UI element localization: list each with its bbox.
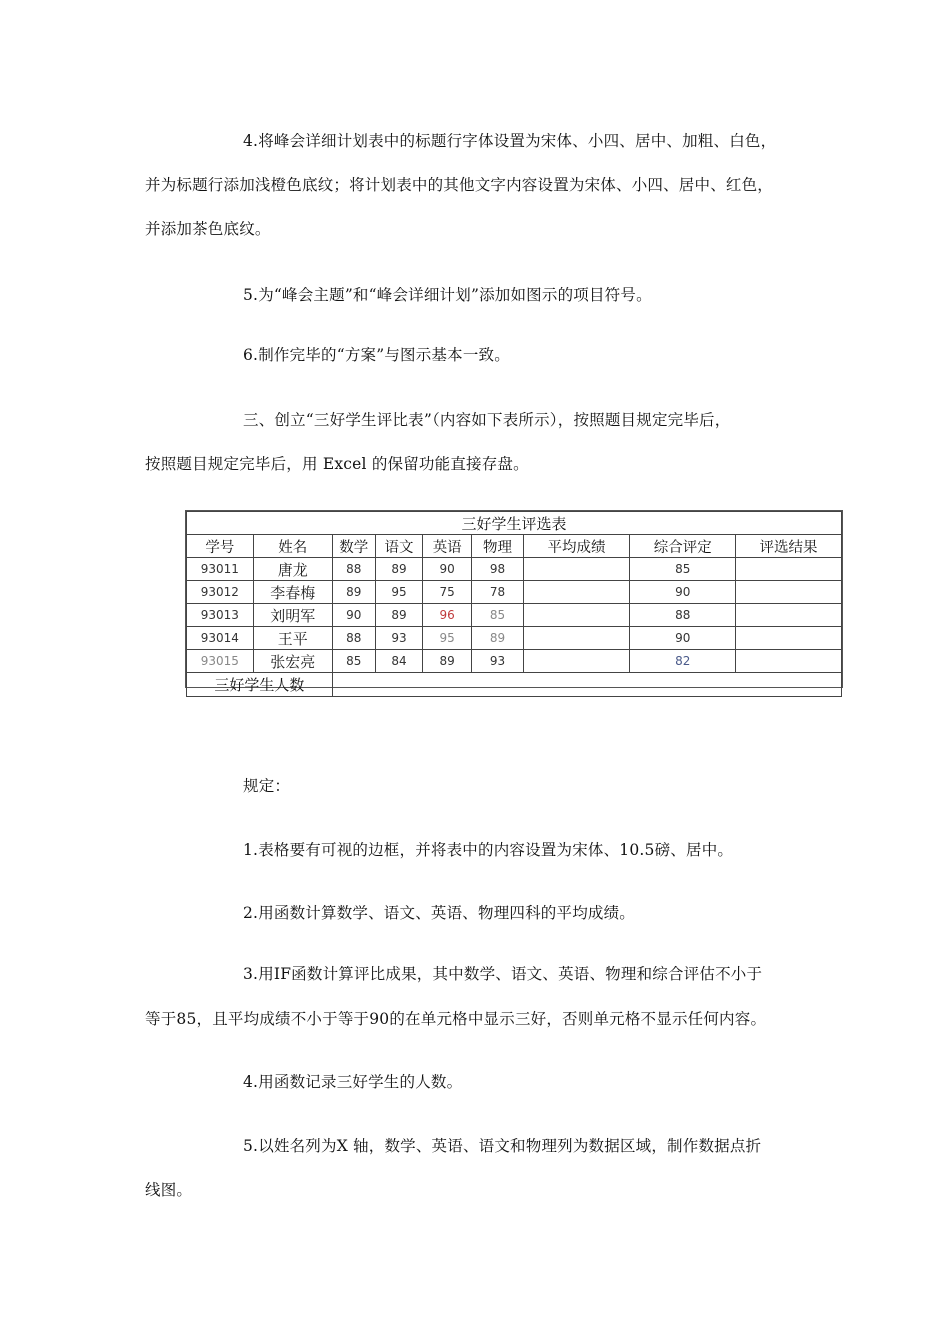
requirement-4: 4.用函数记录三好学生的人数。 (243, 1073, 463, 1091)
name-cell: 唐龙 (253, 558, 332, 581)
paragraph-6: 6.制作完毕的“方案”与图示基本一致。 (243, 346, 510, 364)
result-cell (736, 627, 842, 650)
table-row (187, 650, 842, 673)
id-cell: 93011 (187, 558, 254, 581)
requirements-heading: 规定： (243, 777, 291, 795)
header-cell: 评选结果 (736, 535, 842, 558)
math-cell: 88 (332, 558, 375, 581)
requirement-1: 1.表格要有可视的边框，并将表中的内容设置为宋体、10.5磅、居中。 (243, 841, 734, 859)
avg-cell (523, 627, 630, 650)
id-cell: 93015 (187, 650, 254, 673)
paragraph-4-line-2: 并为标题行添加浅橙色底纹；将计划表中的其他文字内容设置为宋体、小四、居中、红色， (145, 176, 774, 194)
name-cell: 张宏亮 (253, 650, 332, 673)
section-3-line-2: 按照题目规定完毕后，用 Excel 的保留功能直接存盘。 (145, 455, 529, 473)
table-title: 三好学生评选表 (187, 512, 842, 535)
table-row (187, 558, 842, 581)
header-cell: 平均成绩 (523, 535, 630, 558)
english-cell: 75 (423, 581, 472, 604)
id-cell: 93013 (187, 604, 254, 627)
header-cell: 数学 (332, 535, 375, 558)
english-cell: 89 (423, 650, 472, 673)
avg-cell (523, 604, 630, 627)
math-cell: 90 (332, 604, 375, 627)
requirement-2: 2.用函数计算数学、语文、英语、物理四科的平均成绩。 (243, 904, 635, 922)
name-cell: 李春梅 (253, 581, 332, 604)
score-table (186, 511, 842, 697)
overall-cell: 82 (630, 650, 736, 673)
math-cell: 88 (332, 627, 375, 650)
chinese-cell: 84 (375, 650, 422, 673)
physics-cell: 85 (472, 604, 523, 627)
header-cell: 综合评定 (630, 535, 736, 558)
math-cell: 89 (332, 581, 375, 604)
avg-cell (523, 650, 630, 673)
header-cell: 物理 (472, 535, 523, 558)
header-cell: 英语 (423, 535, 472, 558)
table-header-row (187, 535, 842, 558)
english-cell: 90 (423, 558, 472, 581)
math-cell: 85 (332, 650, 375, 673)
header-cell: 姓名 (253, 535, 332, 558)
chinese-cell: 89 (375, 558, 422, 581)
id-cell: 93014 (187, 627, 254, 650)
english-cell: 95 (423, 627, 472, 650)
chinese-cell: 93 (375, 627, 422, 650)
requirement-3-line-2: 等于85，且平均成绩不小于等于90的在单元格中显示三好，否则单元格不显示任何内容。 (145, 1010, 767, 1028)
result-cell (736, 650, 842, 673)
avg-cell (523, 558, 630, 581)
result-cell (736, 604, 842, 627)
table-row (187, 627, 842, 650)
overall-cell: 85 (630, 558, 736, 581)
paragraph-4-line-1: 4.将峰会详细计划表中的标题行字体设置为宋体、小四、居中、加粗、白色， (243, 132, 777, 150)
overall-cell: 88 (630, 604, 736, 627)
chinese-cell: 89 (375, 604, 422, 627)
id-cell: 93012 (187, 581, 254, 604)
score-table-image (185, 510, 843, 694)
overall-cell: 90 (630, 581, 736, 604)
header-cell: 语文 (375, 535, 422, 558)
result-cell (736, 581, 842, 604)
overall-cell: 90 (630, 627, 736, 650)
table-row (187, 581, 842, 604)
physics-cell: 98 (472, 558, 523, 581)
paragraph-5: 5.为“峰会主题”和“峰会详细计划”添加如图示的项目符号。 (243, 286, 652, 304)
table-footer-row (187, 673, 842, 697)
requirement-3-line-1: 3.用IF函数计算评比成果，其中数学、语文、英语、物理和综合评估不小于 (243, 965, 763, 983)
requirement-5-line-1: 5.以姓名列为X 轴，数学、英语、语文和物理列为数据区域，制作数据点折 (243, 1137, 762, 1155)
requirement-5-line-2: 线图。 (145, 1181, 193, 1199)
header-cell: 学号 (187, 535, 254, 558)
table-row (187, 604, 842, 627)
paragraph-4-line-3: 并添加茶色底纹。 (145, 220, 271, 238)
footer-label: 三好学生人数 (187, 673, 333, 697)
section-3-line-1: 三、创立“三好学生评比表”（内容如下表所示），按照题目规定完毕后， (243, 411, 731, 429)
footer-value (332, 673, 841, 697)
english-cell: 96 (423, 604, 472, 627)
chinese-cell: 95 (375, 581, 422, 604)
avg-cell (523, 581, 630, 604)
result-cell (736, 558, 842, 581)
name-cell: 刘明军 (253, 604, 332, 627)
name-cell: 王平 (253, 627, 332, 650)
physics-cell: 78 (472, 581, 523, 604)
physics-cell: 89 (472, 627, 523, 650)
physics-cell: 93 (472, 650, 523, 673)
